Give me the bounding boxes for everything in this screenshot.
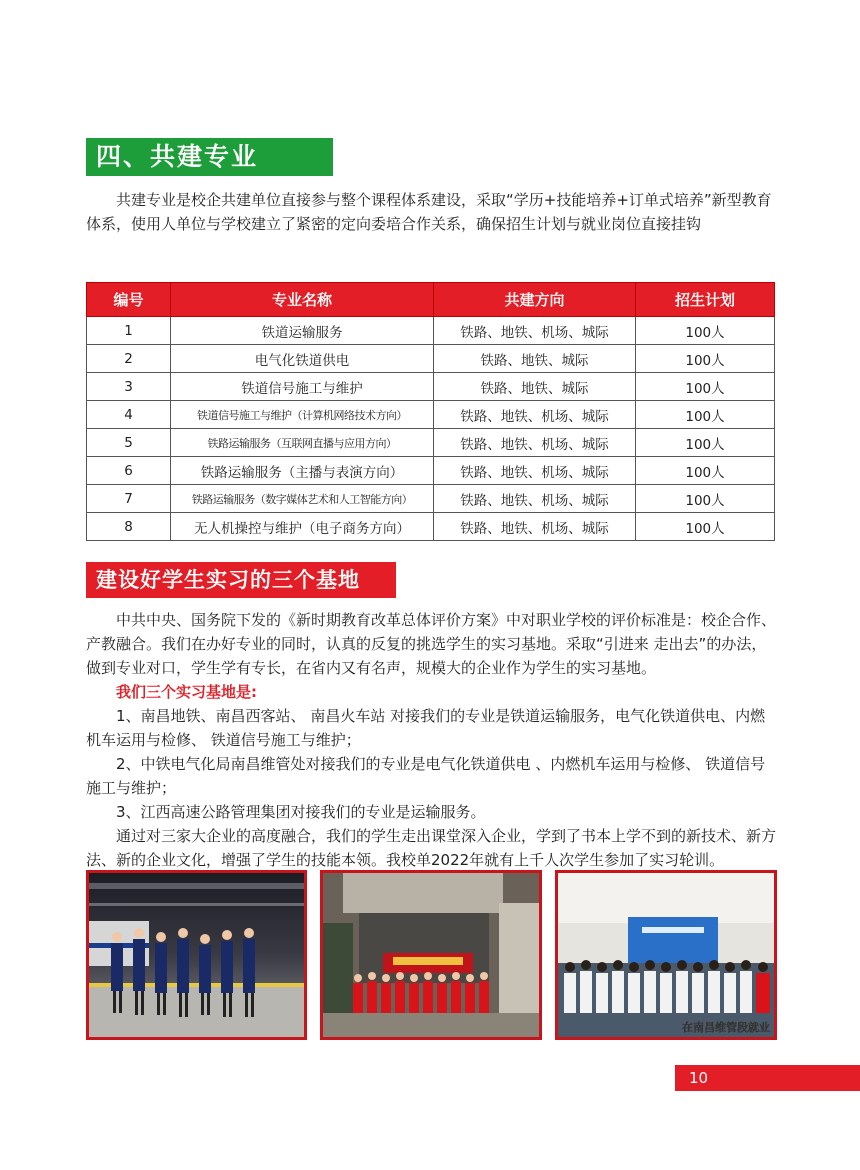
photo-event-group [555,870,777,1040]
cell-no: 5 [87,429,171,457]
cell-plan: 100人 [636,457,775,485]
cell-major: 铁路运输服务（主播与表演方向） [171,457,434,485]
internship-paragraphs [86,608,776,872]
table-row [87,373,775,401]
cell-major: 铁道信号施工与维护 [171,373,434,401]
table-row [87,317,775,345]
internship-item-2: 2、中铁电气化局南昌维管处对接我们的专业是电气化铁道供电 、内燃机车运用与检修、 铁道信号施工与维护； [86,755,766,797]
cell-plan: 100人 [636,485,775,513]
cell-no: 6 [87,457,171,485]
majors-table [86,282,775,541]
cell-major: 铁道运输服务 [171,317,434,345]
cell-major: 电气化铁道供电 [171,345,434,373]
cell-direction: 铁路、地铁、机场、城际 [434,429,636,457]
photo-building-group [320,870,542,1040]
cell-plan: 100人 [636,513,775,541]
table-row [87,429,775,457]
table-row [87,457,775,485]
cell-direction: 铁路、地铁、机场、城际 [434,513,636,541]
cell-major: 铁路运输服务（互联网直播与应用方向） [171,429,434,457]
cell-direction: 铁路、地铁、机场、城际 [434,457,636,485]
cell-plan: 100人 [636,429,775,457]
cell-no: 4 [87,401,171,429]
internship-item-3: 3、江西高速公路管理集团对接我们的专业是运输服务。 [116,803,486,821]
header-major: 专业名称 [171,283,434,317]
photo-caption: 在南昌维管段就业 [682,1021,770,1034]
cell-plan: 100人 [636,317,775,345]
cell-no: 7 [87,485,171,513]
cell-no: 3 [87,373,171,401]
cell-direction: 铁路、地铁、城际 [434,345,636,373]
cell-direction: 铁路、地铁、城际 [434,373,636,401]
cell-no: 2 [87,345,171,373]
cell-major: 铁路运输服务（数字媒体艺术和人工智能方向） [171,485,434,513]
header-direction: 共建方向 [434,283,636,317]
table-header-row [87,283,775,317]
internship-item-1: 1、南昌地铁、南昌西客站、 南昌火车站 对接我们的专业是铁道运输服务，电气化铁道供电、内燃机车运用与检修、 铁道信号施工与维护； [86,707,766,749]
internship-subhead: 我们三个实习基地是: [116,683,257,701]
section-title-co-built-majors: 四、共建专业 [86,138,333,176]
header-no: 编号 [87,283,171,317]
cell-major: 无人机操控与维护（电子商务方向） [171,513,434,541]
cell-major: 铁道信号施工与维护（计算机网络技术方向） [171,401,434,429]
station-attendants-image [89,873,304,1037]
cell-no: 1 [87,317,171,345]
table-row [87,485,775,513]
table-row [87,513,775,541]
cell-direction: 铁路、地铁、机场、城际 [434,401,636,429]
internship-conclusion: 通过对三家大企业的高度融合，我们的学生走出课堂深入企业，学到了书本上学不到的新技术、新方法、新的企业文化，增强了学生的技能本领。我校单2022年就有上千人次学生参加了实习轮训。 [86,827,777,869]
building-group-image [323,873,539,1037]
cell-direction: 铁路、地铁、机场、城际 [434,317,636,345]
photo-station-attendants [86,870,307,1040]
cell-no: 8 [87,513,171,541]
intro-paragraph [86,188,776,236]
table-row [87,401,775,429]
section-title-internship-bases: 建设好学生实习的三个基地 [86,562,396,598]
header-plan: 招生计划 [636,283,775,317]
event-group-image [558,873,774,1037]
cell-plan: 100人 [636,401,775,429]
table-row [87,345,775,373]
intro-text: 共建专业是校企共建单位直接参与整个课程体系建设，采取“学历+技能培养+订单式培养”新型教育体系，使用人单位与学校建立了紧密的定向委培合作关系，确保招生计划与就业岗位直接挂钩 [86,191,772,233]
cell-direction: 铁路、地铁、机场、城际 [434,485,636,513]
cell-plan: 100人 [636,345,775,373]
page-number: 10 [675,1065,860,1091]
internship-intro: 中共中央、国务院下发的《新时期教育改革总体评价方案》中对职业学校的评价标准是：校企合作、产教融合。我们在办好专业的同时，认真的反复的挑选学生的实习基地。采取“引进来 走出去”的办法，做到专业对口，学生学有专长，在省内又有名声，规模大的企业作为学生的实习基地。 [86,611,777,677]
cell-plan: 100人 [636,373,775,401]
